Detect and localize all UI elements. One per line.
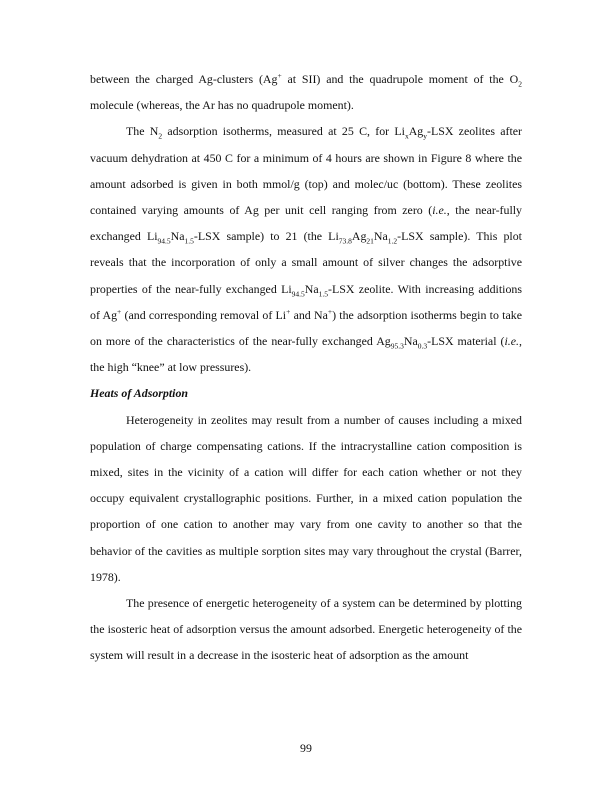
page-number: 99	[300, 741, 312, 755]
paragraph-continuation: between the charged Ag-clusters (Ag+ at SII) and the quadrupole moment of the $O_2$ molecule (whereas, the Ar has no quadrupole moment).	[90, 71, 522, 113]
paragraph-n2-isotherms: The $N_2$ adsorption isotherms, measured at 25 C, for $Li_xAg_y$-LSX zeolites after vacuum dehydration at 450 C for a minimum of 4 hours are shown in Figure 8 where the amount adsorbed is given in both mmol/g (top) and molec/uc (bottom). These zeolites contained varying amounts of Ag per unit cell ranging from zero (i.e., the near-fully exchanged $Li_{94.5}Na_{1.5}$-LSX sample) to 21 (the $Li_{73.8}Ag_{21}Na_{1.2}$-LSX sample). This plot reveals that the incorporation of only a small amount of silver changes the adsorptive properties of the near-fully exchanged $Li_{94.5}Na_{1.5}$-LSX zeolite. With increasing additions of Ag+ (and corresponding removal of Li+ and Na+) the adsorption isotherms begin to take on more of the characteristics of the near-fully exchanged $Ag_{95.3}Na_{0.3}$-LSX material (i.e., the high “knee” at low pressures).	[90, 124, 523, 375]
body-text	[90, 66, 522, 669]
paragraph-energetic-heterogeneity: The presence of energetic heterogeneity of a system can be determined by plotting the isosteric heat of adsorption versus the amount adsorbed. Energetic heterogeneity of the system will result in a decrease in the isosteric heat of adsorption as the amount	[90, 596, 522, 663]
paragraph-heterogeneity: Heterogeneity in zeolites may result from a number of causes including a mixed population of charge compensating cations. If the intracrystalline cation composition is mixed, sites in the vicinity of a cation will differ for each cation whether or not they occupy equivalent crystallographic positions. Further, in a mixed cation population the proportion of one cation to another may vary from one cavity to another so that the behavior of the cavities as multiple sorption sites may vary throughout the crystal (Barrer, 1978).	[90, 412, 522, 584]
section-heading: Heats of Adsorption	[90, 386, 188, 401]
